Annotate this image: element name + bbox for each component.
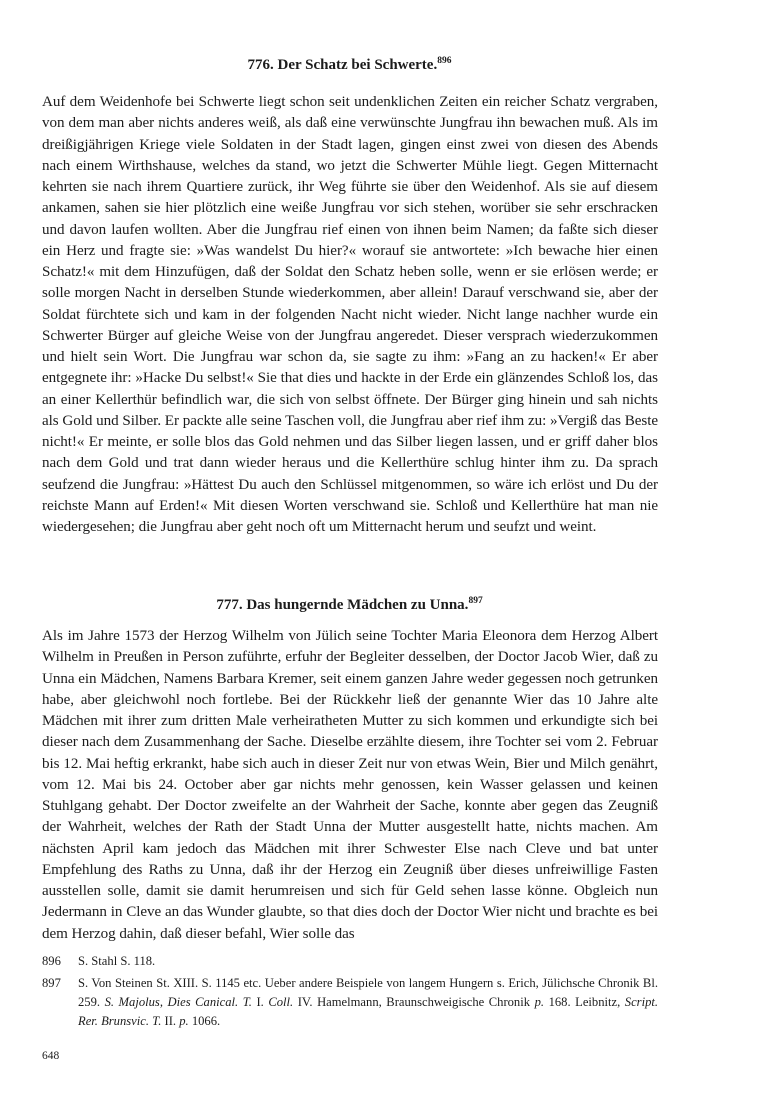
footnote-segment: Script. Rer. Brunsvic. T. <box>78 995 659 1028</box>
footnote-text <box>78 954 155 968</box>
footnote-segment: II. <box>161 1014 180 1028</box>
footnote-segment: S. Stahl S. 118. <box>78 954 156 968</box>
heading-title: 776. Der Schatz bei Schwerte. <box>247 57 438 73</box>
heading-title: 777. Das hungernde Mädchen zu Unna. <box>216 597 469 613</box>
footnote-text <box>78 976 658 1028</box>
footnote-number: 897 <box>42 976 61 990</box>
page-number: 648 <box>42 1050 60 1062</box>
footnote-896 <box>42 952 658 971</box>
footnote-segment: 168. Leibnitz, <box>544 995 625 1009</box>
footnote-segment: p. <box>534 995 545 1009</box>
footnote-segment: I. <box>251 995 269 1009</box>
footnote-segment: S. Majolus, Dies Canical. T. <box>104 995 252 1009</box>
footnote-segment: p. <box>179 1014 189 1028</box>
footnote-segment: S. Von Steinen St. XIII. S. 1145 etc. Ueber andere Beispiele von langem Hungern s. Erich, Jülichsche Chronik Bl. 259. <box>78 976 658 1009</box>
section-body-777: Als im Jahre 1573 der Herzog Wilhelm von Jülich seine Tochter Maria Eleonora dem Herzog Albert Wilhelm in Preußen in Person zuführte, erfuhr der Begleiter desselben, der Doctor Jacob Wier, daß zu Unna ein Mädchen, Namens Barbara Kremer, seit einem ganzen Jahre weder gegessen noch getrunken habe, aber gleichwohl noch fortlebe. Bei der Rückkehr ließ der genannte Wier das 10 Jahre alte Mädchen mit ihrer zum dritten Male verheiratheten Mutter zu sich kommen und erkundigte sich bei dieser nach dem Zusammenhang der Sache. Dieselbe erzählte diesem, ihre Tochter sei vom 2. Februar bis 12. Mai heftig erkrankt, habe sich auch in dieser Zeit nur von etwas Wein, Bier und Milch genährt, vom 12. Mai bis 24. October aber gar nichts mehr genossen, kein Wasser gelassen und keinen Stuhlgang gehabt. Der Doctor zweifelte an der Wahrheit der Sache, konnte aber gegen das Zeugniß der Wahrheit, welches der Rath der Stadt Unna der Mutter ausgestellt hatte, nichts machen. Am nächsten April kam jedoch das Mädchen mit ihrer Schwester Else nach Cleve und bat unter Empfehlung des Raths zu Unna, daß ihr der Herzog ein Zeugniß über dieses unfreiwillige Fasten ausstellen solle, damit sie damit herumreisen und sich für Geld sehen lasse könne. Obgleich nun Jedermann in Cleve an das Wunder glaubte, so that dies doch der Doctor Wier nicht und brachte es bei dem Herzog dahin, daß dieser befahl, Wier solle das <box>42 628 658 942</box>
section-body-776: Auf dem Weidenhofe bei Schwerte liegt schon seit undenklichen Zeiten ein reicher Schatz vergraben, von dem man aber nichts anderes weiß, als daß eine verwünschte Jungfrau ihn bewachen muß. Als im dreißigjährigen Kriege viele Soldaten in der Stadt lagen, gingen einst zwei von diesen des Abends nach einem Wirthshause, welches da stand, wo jetzt die Schwerter Mühle liegt. Gegen Mitternacht kehrten sie nach ihrem Quartiere zurück, ihr Weg führte sie über den Weidenhof. Als sie auf diesem ankamen, sahen sie hier plötzlich eine weiße Jungfrau vor sich stehen, worüber sie sehr erschracken und davon laufen wollten. Aber die Jungfrau rief einen von ihnen beim Namen; da faßte sich dieser ein Herz und fragte sie: »Was wandelst Du hier?« worauf sie antwortete: »Ich bewache hier einen Schatz!« mit dem Hinzufügen, daß der Soldat den Schatz heben solle, wenn er sie erlösen werde; er solle morgen Nacht in derselben Stunde wiederkommen, aber allein! Darauf verschwand sie, aber der Soldat fürchtete sich und kam in der folgenden Nacht nicht wieder. Nicht lange nachher wurde ein Schwerter Bürger auf gleiche Weise von der Jungfrau angeredet. Dieser versprach wiederzukommen und hielt sein Wort. Die Jungfrau war schon da, sie sagte zu ihm: »Fang an zu hacken!« Er aber entgegnete ihr: »Hacke Du selbst!« Sie that dies und hackte in der Erde ein glänzendes Schloß los, das an einer Kellerthür befindlich war, die sich von selbst öffnete. Der Bürger ging hinein und sah nichts als Gold und Silber. Er packte alle seine Taschen voll, die Jungfrau aber rief ihm zu: »Vergiß das Beste nicht!« Er meinte, er solle blos das Gold nehmen und das Silber liegen lassen, und er griff daher blos nach dem Gold und trat dann wieder heraus und die Kellerthüre schlug hinter ihm zu. Da sprach seufzend die Jungfrau: »Hättest Du auch den Schlüssel mitgenommen, so wäre ich erlöst und Du der reichste Mann auf Erden!« Mit diesen Worten verschwand sie. Schloß und Kellerthüre hat man nie wiedergesehen; die Jungfrau aber geht noch oft um Mitternacht herum und seufzt und weint. <box>42 94 658 535</box>
footnote-segment: IV. Hamelmann, Braunschweigische Chronik <box>293 995 535 1009</box>
footnote-897 <box>42 974 658 1031</box>
section-heading-776 <box>42 56 657 74</box>
footnote-reference-897[interactable]: 897 <box>468 596 483 606</box>
footnote-number: 896 <box>42 954 61 968</box>
section-heading-777 <box>42 596 657 614</box>
footnote-reference-896[interactable]: 896 <box>437 56 452 66</box>
footnotes <box>42 952 658 1034</box>
footnote-segment: Coll. <box>268 995 294 1009</box>
footnote-segment: 1066. <box>188 1014 221 1028</box>
